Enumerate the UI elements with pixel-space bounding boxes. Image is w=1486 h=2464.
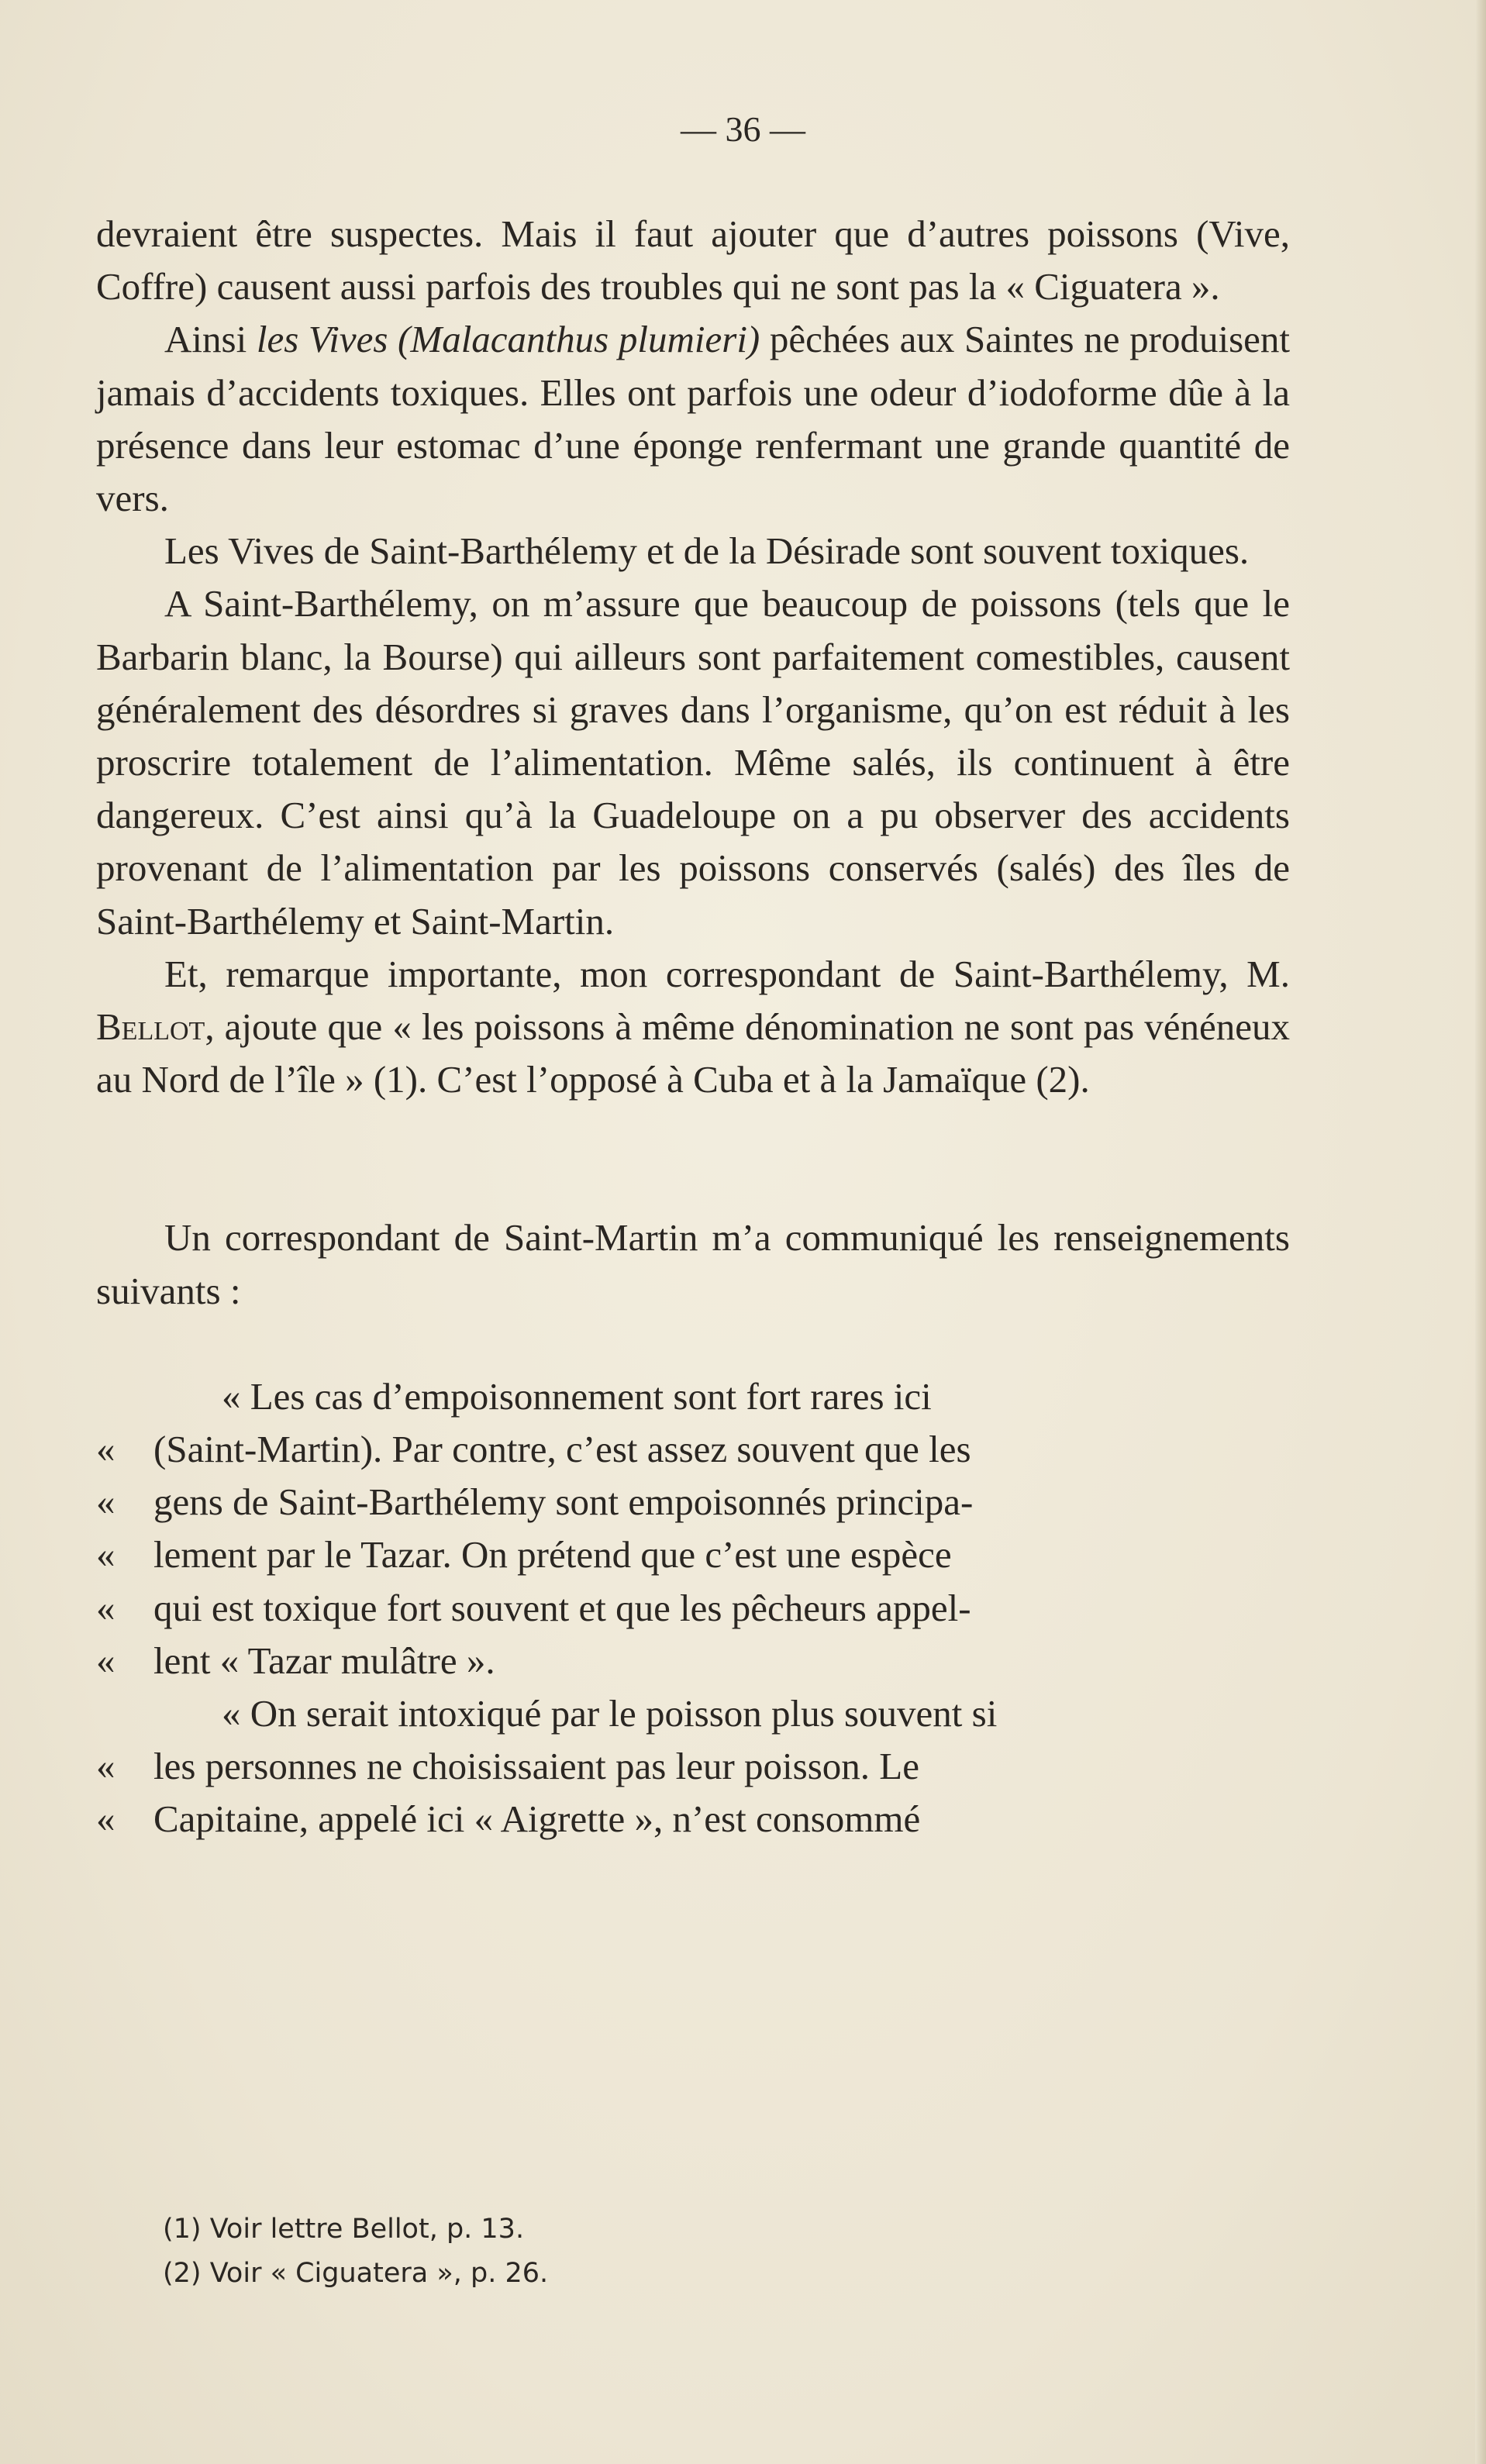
- quoted-letter: [96, 1370, 1290, 1846]
- italic-species: les Vives (Malacanthus plumieri): [256, 318, 760, 361]
- paragraph-4: A Saint-Barthélemy, on m’assure que beaucoup de poissons (tels que le Barbarin blanc, la Bourse) qui ailleurs sont parfaitement comestibles, causent généralement des désordres si graves dans l’organisme, qu’on est réduit à les proscrire totalement de l’alimentation. Même salés, ils continuent à être dangereux. C’est ainsi qu’à la Guadeloupe on a pu observer des accidents provenant de l’alimentation par les poissons conservés (salés) des îles de Saint-Barthélemy et Saint-Martin.: [96, 582, 1290, 943]
- quote-line: « Les cas d’empoisonnement sont fort rares ici: [222, 1374, 932, 1418]
- paragraph-5: Et, remarque importante, mon correspondant de Saint-Barthélemy, M. Bellot, ajoute que « les poissons à même dénomination ne sont pas vénéneux au Nord de l’île » (1). C’est l’opposé à Cuba et à la Jamaïque (2).: [96, 952, 1290, 1101]
- quote-line: « gens de Saint-Barthélemy sont empoisonnés principa-: [96, 1480, 974, 1524]
- quote-line: « qui est toxique fort souvent et que les pêcheurs appel-: [96, 1586, 971, 1629]
- body-text: [96, 208, 1290, 1846]
- paragraph-2: Ainsi les Vives (Malacanthus plumieri) pêchées aux Saintes ne produisent jamais d’accidents toxiques. Elles ont parfois une odeur d’iodoforme dûe à la présence dans leur estomac d’une éponge renfermant une grande quantité de vers.: [96, 318, 1291, 520]
- footnotes: [163, 2207, 1093, 2296]
- quote-line: « On serait intoxiqué par le poisson plus souvent si: [222, 1692, 998, 1735]
- quote-line: « (Saint-Martin). Par contre, c’est assez souvent que les: [96, 1428, 971, 1471]
- intro-paragraph: Un correspondant de Saint-Martin m’a communiqué les renseignements suivants :: [96, 1216, 1290, 1312]
- quote-line: « lent « Tazar mulâtre ».: [96, 1639, 495, 1682]
- page-edge: [1475, 0, 1486, 2464]
- quote-line: « lement par le Tazar. On prétend que c’est une espèce: [96, 1533, 952, 1577]
- paragraph-3: Les Vives de Saint-Barthélemy et de la Désirade sont souvent toxiques.: [164, 529, 1250, 573]
- quote-line: « les personnes ne choisissaient pas leur poisson. Le: [96, 1745, 919, 1788]
- footnote-2: (2) Voir « Ciguatera », p. 26.: [163, 2258, 549, 2289]
- footnote-1: (1) Voir lettre Bellot, p. 13.: [163, 2214, 525, 2245]
- paragraph-1: devraient être suspectes. Mais il faut ajouter que d’autres poissons (Vive, Coffre) causent aussi parfois des troubles qui ne sont pas la « Ciguatera ».: [96, 212, 1290, 308]
- page-number: — 36 —: [681, 109, 805, 149]
- name-bellot: Bellot: [96, 1005, 205, 1049]
- quote-line: « Capitaine, appelé ici « Aigrette », n’est consommé: [96, 1797, 921, 1841]
